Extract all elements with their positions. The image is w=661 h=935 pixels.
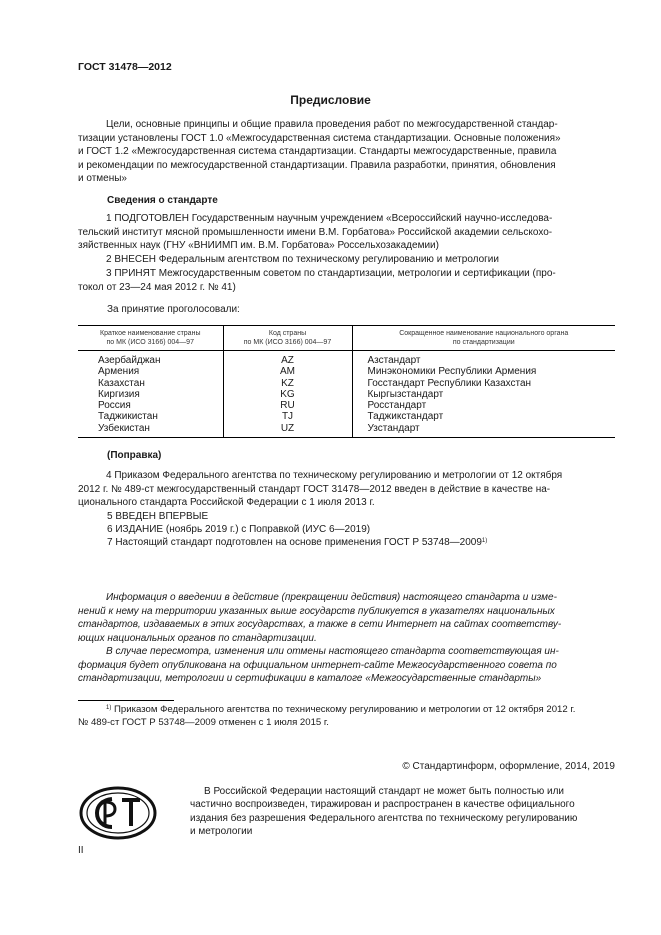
- column-header-national-body: Сокращенное наименование национального органа по стандартизации: [352, 326, 615, 351]
- text-line: 3 ПРИНЯТ Межгосударственным советом по стандартизации, метрологии и сертификации (про-: [106, 268, 556, 279]
- table-cell-country: Россия: [98, 400, 131, 412]
- text-line: токол от 23—24 мая 2012 г. № 41): [78, 281, 236, 293]
- amendment-item-7: [107, 536, 487, 550]
- text-line: Информация о введении в действие (прекращении действия) настоящего стандарта и изме-: [106, 592, 557, 603]
- text-line: зяйственных наук (ГНУ «ВНИИМП им. В.М. Горбатова» Россельхозакадемии): [78, 240, 439, 252]
- text-line: и метрологии: [190, 825, 253, 837]
- table-cell-body: Кыргызстандарт: [367, 388, 444, 400]
- text-line: стандартов, издаваемых в этих государствах, а также в сети Интернет на сайтах соответству-: [78, 619, 562, 631]
- text-line: и ГОСТ 1.2 «Межгосударственная система стандартизации. Стандарты межгосударственные, правила: [78, 146, 557, 158]
- page-title: Предисловие: [290, 93, 371, 107]
- table-cell-body: Госстандарт Республики Казахстан: [367, 377, 532, 389]
- amendment-item-4: [78, 469, 615, 510]
- table-cell-body: Росстандарт: [367, 400, 427, 412]
- text-line: и рекомендации по межгосударственной стандартизации. Правила разработки, принятия, обновления: [78, 159, 556, 171]
- code-column: [223, 351, 352, 438]
- text-line: 2012 г. № 489-ст межгосударственный стандарт ГОСТ 31478—2012 введен в действие в качестве на-: [78, 483, 551, 495]
- intro-paragraph: [78, 118, 615, 186]
- table-cell-code: AZ: [281, 355, 294, 366]
- text-line: В Российской Федерации настоящий стандарт не может быть полностью или: [204, 786, 565, 797]
- table-cell-country: Казахстан: [98, 377, 145, 389]
- footnote-mark: 1): [106, 705, 112, 711]
- text-line: $^{1)}$ Приказом Федерального агентства по техническому регулированию и метрологии от 12 октября 2012 г.: [106, 704, 576, 715]
- footnote: [78, 703, 615, 729]
- text-line: 7 Настоящий стандарт подготовлен на основе применения ГОСТ Р 53748—2009: [107, 537, 482, 548]
- table-cell-country: Армения: [98, 366, 140, 378]
- text-line: 4 Приказом Федерального агентства по техническому регулированию и метрологии от 12 октября: [106, 470, 563, 481]
- text-line: и отмены»: [78, 173, 127, 185]
- voted-label: За принятие проголосовали:: [107, 304, 240, 315]
- text-line: ющих национальных органов по стандартизации.: [78, 632, 317, 644]
- about-item-1: [78, 212, 615, 253]
- national-body-column: [352, 351, 615, 438]
- table-cell-country: Таджикистан: [98, 411, 158, 423]
- text-line: В случае пересмотра, изменения или отмены настоящего стандарта соответствующая ин-: [106, 646, 559, 657]
- text-line: частично воспроизведен, тиражирован и распространен в качестве официального: [190, 799, 575, 811]
- section-heading-about: Сведения о стандарте: [107, 195, 218, 206]
- table-cell-country: Узбекистан: [98, 422, 150, 434]
- table-cell-body: Азстандарт: [367, 355, 421, 366]
- table-body-row: [78, 351, 615, 438]
- table-cell-code: RU: [280, 400, 295, 412]
- text-line: № 489-ст ГОСТ Р 53748—2009 отменен с 1 июля 2015 г.: [78, 717, 329, 728]
- table-cell-body: Таджикстандарт: [367, 411, 444, 423]
- text-line: 1 ПОДГОТОВЛЕН Государственным научным учреждением «Всероссийский научно-исследова-: [106, 213, 553, 224]
- column-header-code: Код страны по МК (ИСО 3166) 004—97: [223, 326, 352, 351]
- text-line: Цели, основные принципы и общие правила проведения работ по межгосударственной стандар-: [106, 119, 558, 130]
- column-header-country: Краткое наименование страны по МК (ИСО 3166) 004—97: [78, 326, 223, 351]
- copyright: © Стандартинформ, оформление, 2014, 2019: [402, 761, 615, 772]
- amendment-item-6: 6 ИЗДАНИЕ (ноябрь 2019 г.) с Поправкой (ИУС 6—2019): [107, 524, 371, 535]
- about-item-3: [78, 267, 615, 294]
- table-cell-code: KG: [280, 388, 295, 400]
- text-line: нений к нему на территории указанных выше государств публикуется в указателях национальных: [78, 605, 555, 617]
- text-line: формация будет опубликована на официальном интернет-сайте Межгосударственного совета по: [78, 659, 557, 671]
- table-cell-country: Азербайджан: [98, 355, 161, 366]
- voting-table: [78, 325, 615, 438]
- table-cell-code: TJ: [281, 411, 294, 423]
- text-line: ционального стандарта Российской Федерации с 1 июля 2013 г.: [78, 497, 375, 509]
- text-line: 2 ВНЕСЕН Федеральным агентством по техническому регулированию и метрологии: [106, 254, 499, 265]
- country-column: [78, 351, 223, 438]
- rst-certification-mark-icon: [78, 785, 158, 841]
- info-paragraph-1: [78, 591, 615, 645]
- table-cell-code: AM: [280, 366, 295, 378]
- about-item-2: [78, 253, 615, 267]
- table-cell-body: Узстандарт: [367, 422, 420, 434]
- info-paragraph-2: [78, 645, 615, 686]
- amendment-heading: (Поправка): [107, 450, 162, 461]
- text-line: тельский институт мясной промышленности имени В.М. Горбатова» Российской академии сельскохо-: [78, 226, 553, 238]
- reproduction-notice: [190, 785, 614, 838]
- text-line: стандартизации, метрологии и сертификации в каталоге «Межгосударственные стандарты»: [78, 673, 542, 685]
- footnote-divider: [78, 700, 174, 701]
- footnote-reference: 1): [481, 538, 488, 544]
- text-line: тизации установлены ГОСТ 1.0 «Межгосударственная система стандартизации. Основные положения»: [78, 132, 561, 144]
- text-line: издания без разрешения Федерального агентства по техническому регулированию: [190, 812, 578, 824]
- amendment-item-5: 5 ВВЕДЕН ВПЕРВЫЕ: [107, 511, 209, 522]
- table-cell-country: Киргизия: [98, 388, 140, 400]
- table-cell-code: KZ: [281, 377, 294, 389]
- table-cell-body: Минэкономики Республики Армения: [367, 366, 537, 378]
- page-number: II: [78, 845, 84, 856]
- document-number: ГОСТ 31478—2012: [78, 61, 172, 73]
- table-cell-code: UZ: [280, 422, 295, 434]
